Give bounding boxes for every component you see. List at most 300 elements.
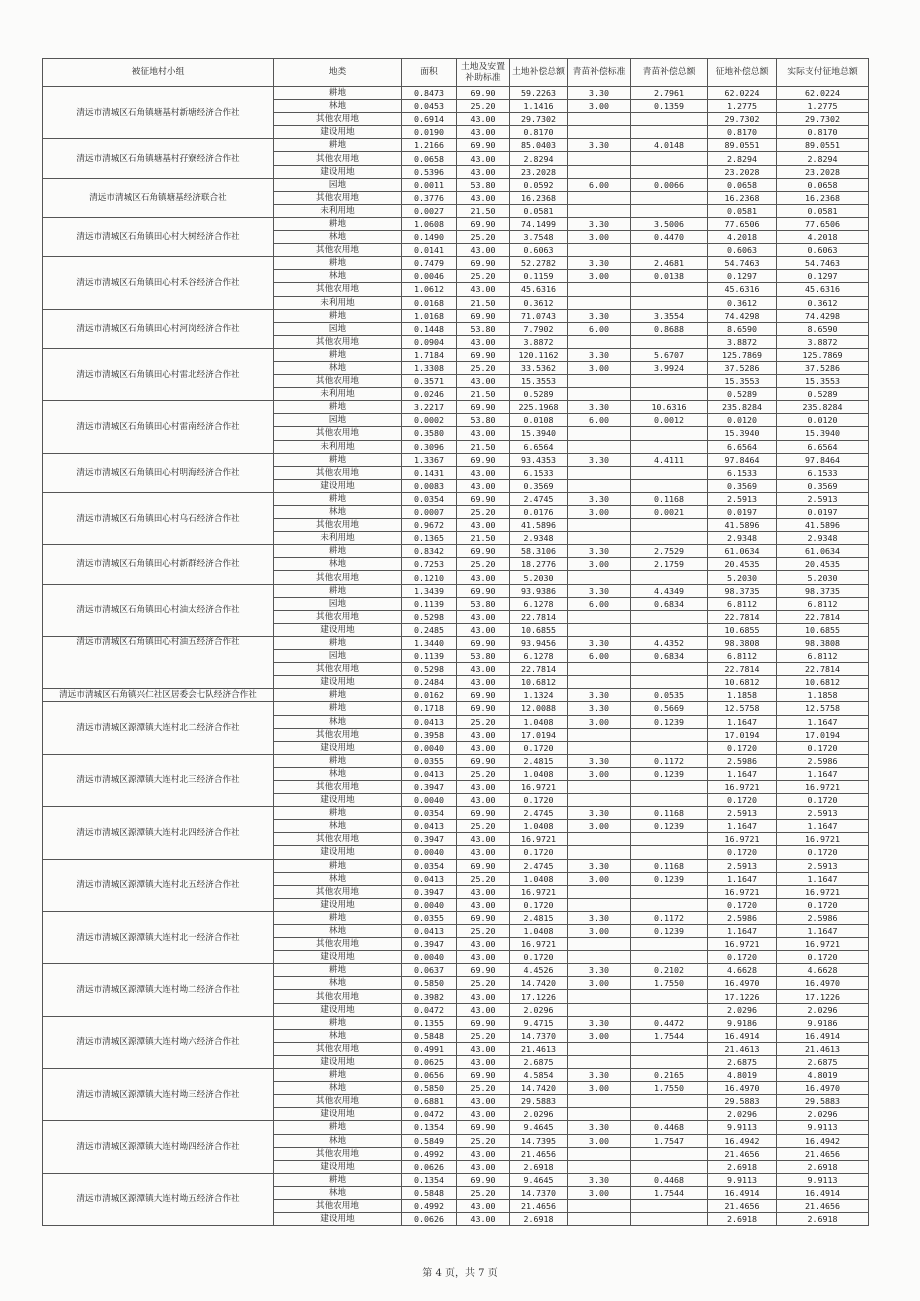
value-cell: 0.1297 (777, 270, 869, 283)
value-cell: 0.0046 (402, 270, 457, 283)
value-cell (631, 571, 708, 584)
value-cell: 1.0408 (510, 925, 568, 938)
value-cell: 43.00 (457, 283, 510, 296)
value-cell: 0.3612 (708, 296, 777, 309)
value-cell: 69.90 (457, 348, 510, 361)
value-cell (631, 794, 708, 807)
value-cell: 43.00 (457, 113, 510, 126)
value-cell: 0.1720 (510, 951, 568, 964)
land-type-cell: 耕地 (274, 348, 402, 361)
value-cell: 2.5913 (777, 807, 869, 820)
value-cell (631, 833, 708, 846)
value-cell: 16.9721 (510, 938, 568, 951)
value-cell: 43.00 (457, 898, 510, 911)
value-cell: 1.1647 (777, 820, 869, 833)
land-type-cell: 其他农用地 (274, 1095, 402, 1108)
value-cell: 6.6564 (708, 440, 777, 453)
value-cell: 3.00 (568, 1082, 631, 1095)
value-cell: 0.8688 (631, 322, 708, 335)
value-cell: 1.0408 (510, 820, 568, 833)
value-cell: 0.0581 (777, 204, 869, 217)
value-cell: 2.4681 (631, 257, 708, 270)
value-cell: 0.1720 (777, 846, 869, 859)
value-cell (568, 296, 631, 309)
land-compensation-table (42, 58, 869, 1226)
value-cell: 3.30 (568, 401, 631, 414)
value-cell (631, 152, 708, 165)
value-cell: 3.00 (568, 820, 631, 833)
value-cell: 21.4656 (777, 1147, 869, 1160)
value-cell: 2.9348 (510, 532, 568, 545)
value-cell (631, 951, 708, 964)
value-cell: 0.8342 (402, 545, 457, 558)
value-cell: 45.6316 (777, 283, 869, 296)
table-row (43, 689, 869, 702)
value-cell: 3.00 (568, 715, 631, 728)
value-cell (631, 780, 708, 793)
value-cell: 25.20 (457, 270, 510, 283)
value-cell: 0.0040 (402, 741, 457, 754)
value-cell: 3.00 (568, 1134, 631, 1147)
value-cell: 0.3947 (402, 938, 457, 951)
value-cell: 0.1168 (631, 492, 708, 505)
land-type-cell: 林地 (274, 1029, 402, 1042)
value-cell: 0.0246 (402, 388, 457, 401)
value-cell: 3.30 (568, 1121, 631, 1134)
value-cell: 15.3940 (777, 427, 869, 440)
header-cell: 征地补偿总额 (708, 59, 777, 87)
value-cell (568, 479, 631, 492)
value-cell (631, 1055, 708, 1068)
value-cell: 2.7961 (631, 87, 708, 100)
value-cell (631, 519, 708, 532)
value-cell: 14.7420 (510, 1082, 568, 1095)
value-cell: 2.9348 (777, 532, 869, 545)
value-cell: 1.7184 (402, 348, 457, 361)
value-cell: 6.1533 (510, 466, 568, 479)
land-type-cell: 其他农用地 (274, 519, 402, 532)
header-cell: 土地补偿总额 (510, 59, 568, 87)
village-group-name: 清远市清城区石角镇田心村大树经济合作社 (43, 217, 274, 256)
value-cell: 0.1172 (631, 754, 708, 767)
value-cell: 43.00 (457, 610, 510, 623)
value-cell: 125.7869 (777, 348, 869, 361)
value-cell (568, 1095, 631, 1108)
value-cell: 3.00 (568, 100, 631, 113)
value-cell: 16.4970 (777, 977, 869, 990)
value-cell: 2.8294 (777, 152, 869, 165)
table-row (43, 636, 869, 649)
value-cell (631, 244, 708, 257)
value-cell: 3.00 (568, 925, 631, 938)
value-cell: 16.9721 (510, 833, 568, 846)
land-type-cell: 耕地 (274, 492, 402, 505)
value-cell: 2.0296 (777, 1003, 869, 1016)
value-cell: 25.20 (457, 715, 510, 728)
value-cell: 10.6316 (631, 401, 708, 414)
value-cell: 1.1647 (777, 715, 869, 728)
value-cell: 3.30 (568, 689, 631, 702)
value-cell: 3.30 (568, 1173, 631, 1186)
value-cell (631, 191, 708, 204)
value-cell: 0.1139 (402, 650, 457, 663)
table-row (43, 217, 869, 230)
value-cell: 43.00 (457, 375, 510, 388)
value-cell (568, 1147, 631, 1160)
value-cell: 0.0453 (402, 100, 457, 113)
value-cell: 2.0296 (510, 1108, 568, 1121)
land-type-cell: 林地 (274, 925, 402, 938)
value-cell: 25.20 (457, 820, 510, 833)
value-cell (568, 375, 631, 388)
value-cell: 17.1226 (777, 990, 869, 1003)
value-cell: 21.4656 (777, 1199, 869, 1212)
value-cell: 69.90 (457, 689, 510, 702)
value-cell: 0.0413 (402, 872, 457, 885)
value-cell: 0.0141 (402, 244, 457, 257)
value-cell: 0.5289 (510, 388, 568, 401)
value-cell: 3.00 (568, 558, 631, 571)
value-cell: 1.1416 (510, 100, 568, 113)
value-cell (568, 427, 631, 440)
value-cell: 43.00 (457, 846, 510, 859)
value-cell: 0.3958 (402, 728, 457, 741)
value-cell: 25.20 (457, 977, 510, 990)
page-number: 第 4 页，共 7 页 (422, 1268, 498, 1279)
land-type-cell: 其他农用地 (274, 244, 402, 257)
value-cell: 69.90 (457, 257, 510, 270)
value-cell: 0.1354 (402, 1173, 457, 1186)
value-cell: 9.4645 (510, 1173, 568, 1186)
land-type-cell: 耕地 (274, 257, 402, 270)
value-cell: 0.0637 (402, 964, 457, 977)
village-group-name: 清远市清城区石角镇田心村新群经济合作社 (43, 545, 274, 584)
land-type-cell: 耕地 (274, 1016, 402, 1029)
value-cell: 43.00 (457, 1108, 510, 1121)
value-cell (631, 610, 708, 623)
value-cell: 25.20 (457, 361, 510, 374)
value-cell: 0.0176 (510, 506, 568, 519)
value-cell: 0.3569 (777, 479, 869, 492)
value-cell: 16.9721 (510, 780, 568, 793)
value-cell (631, 1003, 708, 1016)
value-cell: 0.0413 (402, 925, 457, 938)
value-cell (631, 532, 708, 545)
land-type-cell: 园地 (274, 650, 402, 663)
value-cell: 43.00 (457, 479, 510, 492)
village-group-name: 清远市清城区石角镇塘基村孖寮经济合作社 (43, 139, 274, 178)
value-cell: 69.90 (457, 217, 510, 230)
value-cell: 3.30 (568, 636, 631, 649)
table-row (43, 1016, 869, 1029)
value-cell: 0.1139 (402, 597, 457, 610)
value-cell: 0.1239 (631, 925, 708, 938)
value-cell: 0.7479 (402, 257, 457, 270)
value-cell: 43.00 (457, 191, 510, 204)
value-cell: 0.6834 (631, 650, 708, 663)
header-cell: 被征地村小组 (43, 59, 274, 87)
value-cell: 74.1499 (510, 217, 568, 230)
village-group-name: 清远市清城区石角镇田心村禾谷经济合作社 (43, 257, 274, 309)
value-cell: 17.1226 (510, 990, 568, 1003)
value-cell (568, 204, 631, 217)
value-cell: 16.4942 (777, 1134, 869, 1147)
value-cell: 41.5896 (708, 519, 777, 532)
value-cell: 0.0658 (402, 152, 457, 165)
value-cell: 8.6590 (708, 322, 777, 335)
value-cell: 1.1858 (708, 689, 777, 702)
value-cell: 0.1431 (402, 466, 457, 479)
value-cell: 0.1720 (510, 846, 568, 859)
value-cell: 4.0148 (631, 139, 708, 152)
value-cell: 0.1210 (402, 571, 457, 584)
land-type-cell: 其他农用地 (274, 663, 402, 676)
value-cell: 23.2028 (510, 165, 568, 178)
value-cell: 37.5286 (777, 361, 869, 374)
value-cell: 43.00 (457, 741, 510, 754)
value-cell: 0.0120 (708, 414, 777, 427)
land-type-cell: 林地 (274, 231, 402, 244)
value-cell: 45.6316 (510, 283, 568, 296)
value-cell: 3.5006 (631, 217, 708, 230)
value-cell: 0.1720 (777, 794, 869, 807)
value-cell: 0.6914 (402, 113, 457, 126)
land-type-cell: 建设用地 (274, 1055, 402, 1068)
value-cell (568, 846, 631, 859)
value-cell: 3.30 (568, 807, 631, 820)
value-cell: 21.4613 (777, 1042, 869, 1055)
value-cell: 0.1355 (402, 1016, 457, 1029)
table-row (43, 807, 869, 820)
value-cell: 16.9721 (708, 885, 777, 898)
value-cell: 43.00 (457, 1095, 510, 1108)
village-group-name: 清远市清城区源潭镇大连村坳四经济合作社 (43, 1121, 274, 1173)
land-type-cell: 耕地 (274, 1173, 402, 1186)
value-cell: 0.8170 (777, 126, 869, 139)
value-cell: 37.5286 (708, 361, 777, 374)
value-cell: 9.4645 (510, 1121, 568, 1134)
land-type-cell: 耕地 (274, 859, 402, 872)
land-type-cell: 耕地 (274, 453, 402, 466)
value-cell: 3.8872 (510, 335, 568, 348)
value-cell: 12.0088 (510, 702, 568, 715)
header-cell: 面积 (402, 59, 457, 87)
value-cell (568, 532, 631, 545)
land-type-cell: 建设用地 (274, 126, 402, 139)
value-cell: 1.1647 (708, 767, 777, 780)
value-cell: 4.8019 (708, 1069, 777, 1082)
value-cell (631, 1147, 708, 1160)
value-cell: 53.80 (457, 414, 510, 427)
value-cell: 0.0625 (402, 1055, 457, 1068)
value-cell: 0.0581 (708, 204, 777, 217)
value-cell (631, 1042, 708, 1055)
value-cell: 4.2018 (777, 231, 869, 244)
land-type-cell: 未利用地 (274, 296, 402, 309)
value-cell (631, 741, 708, 754)
value-cell: 15.3553 (777, 375, 869, 388)
village-group-name: 清远市清城区石角镇田心村明海经济合作社 (43, 453, 274, 492)
value-cell: 43.00 (457, 990, 510, 1003)
value-cell: 25.20 (457, 100, 510, 113)
value-cell: 3.30 (568, 453, 631, 466)
value-cell: 0.0626 (402, 1160, 457, 1173)
value-cell: 22.7814 (510, 610, 568, 623)
table-row (43, 348, 869, 361)
value-cell: 21.50 (457, 204, 510, 217)
land-type-cell: 耕地 (274, 702, 402, 715)
land-type-cell: 耕地 (274, 689, 402, 702)
value-cell: 1.7547 (631, 1134, 708, 1147)
land-type-cell: 建设用地 (274, 1160, 402, 1173)
land-type-cell: 其他农用地 (274, 1199, 402, 1212)
land-type-cell: 建设用地 (274, 676, 402, 689)
land-type-cell: 建设用地 (274, 623, 402, 636)
value-cell: 89.0551 (708, 139, 777, 152)
value-cell: 3.00 (568, 1186, 631, 1199)
table-row (43, 401, 869, 414)
value-cell: 0.0355 (402, 911, 457, 924)
land-type-cell: 林地 (274, 872, 402, 885)
value-cell: 0.5850 (402, 977, 457, 990)
value-cell: 3.30 (568, 911, 631, 924)
value-cell: 5.2030 (777, 571, 869, 584)
value-cell: 16.9721 (777, 938, 869, 951)
value-cell: 29.5883 (777, 1095, 869, 1108)
value-cell: 0.8473 (402, 87, 457, 100)
value-cell: 6.6564 (777, 440, 869, 453)
table-header-row (43, 59, 869, 87)
value-cell: 1.7544 (631, 1029, 708, 1042)
value-cell (568, 623, 631, 636)
land-type-cell: 其他农用地 (274, 938, 402, 951)
value-cell: 2.6875 (777, 1055, 869, 1068)
value-cell: 6.8112 (777, 650, 869, 663)
value-cell: 25.20 (457, 231, 510, 244)
village-group-name: 清远市清城区源潭镇大连村北三经济合作社 (43, 754, 274, 806)
land-type-cell: 建设用地 (274, 741, 402, 754)
value-cell: 0.3612 (777, 296, 869, 309)
value-cell: 0.6063 (777, 244, 869, 257)
value-cell (631, 440, 708, 453)
land-type-cell: 林地 (274, 1186, 402, 1199)
value-cell (631, 335, 708, 348)
value-cell (568, 898, 631, 911)
value-cell: 2.4815 (510, 911, 568, 924)
value-cell: 3.30 (568, 1069, 631, 1082)
land-type-cell: 林地 (274, 1134, 402, 1147)
land-type-cell: 其他农用地 (274, 335, 402, 348)
value-cell (568, 990, 631, 1003)
value-cell: 43.00 (457, 885, 510, 898)
value-cell: 0.0040 (402, 794, 457, 807)
village-group-name: 清远市清城区源潭镇大连村北二经济合作社 (43, 702, 274, 754)
value-cell (568, 1213, 631, 1226)
value-cell: 0.0120 (777, 414, 869, 427)
value-cell: 2.6875 (510, 1055, 568, 1068)
value-cell: 16.9721 (510, 885, 568, 898)
village-group-name: 清远市清城区石角镇田心村雷北经济合作社 (43, 348, 274, 400)
table-row (43, 911, 869, 924)
header-cell: 青苗补偿总额 (631, 59, 708, 87)
value-cell: 1.0168 (402, 309, 457, 322)
land-type-cell: 林地 (274, 558, 402, 571)
value-cell: 3.30 (568, 348, 631, 361)
value-cell (568, 126, 631, 139)
table-row (43, 754, 869, 767)
value-cell: 1.3439 (402, 584, 457, 597)
value-cell: 1.1647 (777, 767, 869, 780)
value-cell: 0.5298 (402, 610, 457, 623)
land-type-cell: 建设用地 (274, 1108, 402, 1121)
value-cell: 22.7814 (708, 663, 777, 676)
value-cell: 1.7544 (631, 1186, 708, 1199)
value-cell: 69.90 (457, 964, 510, 977)
value-cell: 16.4942 (708, 1134, 777, 1147)
value-cell: 17.0194 (708, 728, 777, 741)
value-cell: 0.2165 (631, 1069, 708, 1082)
value-cell: 1.1858 (777, 689, 869, 702)
value-cell: 0.1720 (510, 741, 568, 754)
value-cell: 43.00 (457, 244, 510, 257)
value-cell: 0.6834 (631, 597, 708, 610)
value-cell: 53.80 (457, 178, 510, 191)
value-cell: 43.00 (457, 1003, 510, 1016)
value-cell: 22.7814 (510, 663, 568, 676)
value-cell: 1.0408 (510, 767, 568, 780)
value-cell: 1.7550 (631, 1082, 708, 1095)
value-cell: 6.00 (568, 597, 631, 610)
value-cell: 43.00 (457, 571, 510, 584)
table-row (43, 139, 869, 152)
value-cell (631, 165, 708, 178)
value-cell: 53.80 (457, 597, 510, 610)
land-type-cell: 未利用地 (274, 204, 402, 217)
value-cell: 16.9721 (708, 780, 777, 793)
land-type-cell: 耕地 (274, 87, 402, 100)
value-cell: 16.2368 (510, 191, 568, 204)
village-group-name: 清远市清城区源潭镇大连村坳六经济合作社 (43, 1016, 274, 1068)
land-type-cell: 未利用地 (274, 440, 402, 453)
value-cell: 3.30 (568, 545, 631, 558)
value-cell: 61.0634 (708, 545, 777, 558)
value-cell: 2.0296 (510, 1003, 568, 1016)
value-cell: 4.4349 (631, 584, 708, 597)
value-cell: 0.0472 (402, 1003, 457, 1016)
value-cell: 15.3553 (510, 375, 568, 388)
table-row (43, 1121, 869, 1134)
value-cell: 9.9113 (708, 1173, 777, 1186)
table-row (43, 178, 869, 191)
value-cell: 29.5883 (510, 1095, 568, 1108)
value-cell: 3.30 (568, 492, 631, 505)
value-cell: 0.5298 (402, 663, 457, 676)
value-cell: 0.0658 (777, 178, 869, 191)
value-cell: 0.0027 (402, 204, 457, 217)
value-cell: 0.0904 (402, 335, 457, 348)
value-cell: 16.4970 (708, 1082, 777, 1095)
value-cell: 3.30 (568, 584, 631, 597)
land-type-cell: 其他农用地 (274, 283, 402, 296)
value-cell (568, 780, 631, 793)
value-cell: 0.3569 (510, 479, 568, 492)
land-type-cell: 耕地 (274, 545, 402, 558)
value-cell: 0.3569 (708, 479, 777, 492)
value-cell: 0.0162 (402, 689, 457, 702)
value-cell: 0.4470 (631, 231, 708, 244)
village-group-name: 清远市清城区源潭镇大连村北五经济合作社 (43, 859, 274, 911)
value-cell: 2.0296 (777, 1108, 869, 1121)
